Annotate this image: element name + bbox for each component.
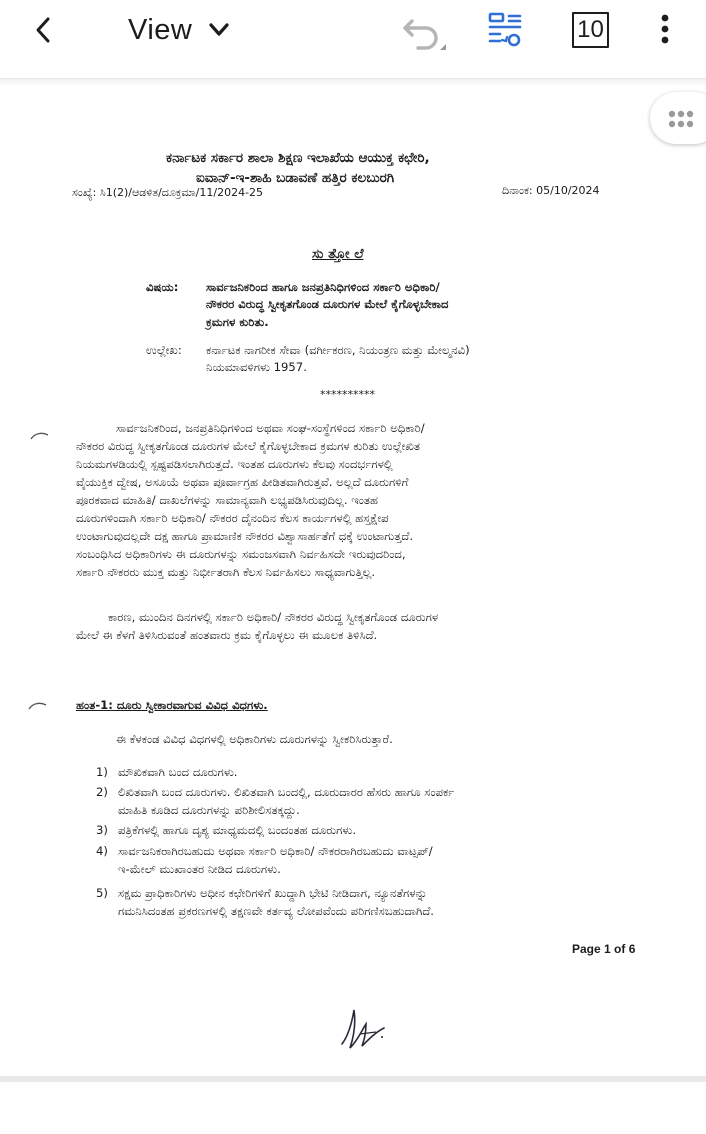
step1-intro: ಈ ಕೆಳಕಂಡ ವಿವಿಧ ವಿಧಗಳಲ್ಲಿ ಅಧಿಕಾರಿಗಳು ದೂರುಗಳನ್ನು ಸ್ವೀಕರಿಸಿರುತ್ತಾರೆ.: [116, 732, 393, 746]
subject-line: ಸಾರ್ವಜನಿಕರಿಂದ ಹಾಗೂ ಜನಪ್ರತಿನಿಧಿಗಳಿಂದ ಸರ್ಕಾರಿ ಅಧಿಕಾರಿ/: [206, 280, 440, 294]
paragraph-line: ಕಾರಣ, ಮುಂದಿನ ದಿನಗಳಲ್ಲಿ ಸರ್ಕಾರಿ ಅಧಿಕಾರಿ/ ನೌಕರರ ವಿರುದ್ಧ ಸ್ವೀಕೃತಗೊಂಡ ದೂರುಗಳ: [108, 610, 439, 624]
view-mode-label: View: [128, 13, 193, 46]
paragraph-line: ದೂರುಗಳಿಂದಾಗಿ ಸರ್ಕಾರಿ ಅಧಿಕಾರಿ/ ನೌಕರರ ದೈನಂದಿನ ಕೆಲಸ ಕಾರ್ಯಗಳಲ್ಲಿ ಹಸ್ತಕ್ಷೇಪ: [76, 511, 389, 525]
page-footer-current: 1: [604, 942, 611, 956]
reference-line: ನಿಯಮಾವಳಿಗಳು 1957.: [206, 360, 307, 374]
page-footer: [572, 942, 635, 956]
office-header-line2: ಐವಾನ್-ಇ-ಶಾಹಿ ಬಡಾವಣೆ ಹತ್ತಿರ ಕಲಬುರಗಿ: [196, 170, 395, 186]
subject-label: ವಿಷಯ:: [146, 280, 179, 294]
list-number: 4): [96, 844, 108, 858]
paragraph-line: ಉಂಟಾಗುವುದಲ್ಲದೇ ದಕ್ಷ ಹಾಗೂ ಪ್ರಾಮಾಣಿಕ ನೌಕರರ ವಿಶ್ವಾಸಾರ್ಹತೆಗೆ ಧಕ್ಕೆ ಉಂಟಾಗುತ್ತದೆ.: [76, 529, 414, 543]
document-date: ದಿನಾಂಕ: 05/10/2024: [502, 184, 600, 197]
paragraph-line: ಸರ್ಕಾರಿ ನೌಕರರು ಮುಕ್ತ ಮತ್ತು ನಿರ್ಭೀತರಾಗಿ ಕೆಲಸ ನಿರ್ವಹಿಸಲು ಸಾಧ್ಯವಾಗುತ್ತಿಲ್ಲ.: [76, 565, 376, 579]
paragraph-line: ವೈಯುಕ್ತಿಕ ದ್ವೇಷ, ಅಸೂಯೆ ಅಥವಾ ಪೂರ್ವಾಗ್ರಹ ಪೀಡಿತವಾಗಿರುತ್ತವೆ. ಅಲ್ಲದೆ ದೂರುಗಳಿಗೆ: [76, 475, 409, 489]
undo-icon[interactable]: [396, 12, 448, 56]
paragraph-line: ಸಾರ್ವಜನಿಕರಿಂದ, ಜನಪ್ರತಿನಿಧಿಗಳಿಂದ ಅಥವಾ ಸಂಘ-ಸಂಸ್ಥೆಗಳಿಂದ ಸರ್ಕಾರಿ ಅಧಿಕಾರಿ/: [116, 421, 425, 435]
circular-title: ಸು ತ್ತೋ ಲೆ: [312, 246, 364, 262]
next-page-area[interactable]: [0, 1082, 706, 1134]
paragraph-line: ಮೇಲೆ ಈ ಕೆಳಗೆ ತಿಳಿಸಿರುವಂತೆ ಹಂತವಾರು ಕ್ರಮ ಕೈಗೊಳ್ಳಲು ಈ ಮೂಲಕ ತಿಳಿಸಿದೆ.: [76, 628, 378, 642]
subject-line: ನೌಕರರ ವಿರುದ್ಧ ಸ್ವೀಕೃತಗೊಂಡ ದೂರುಗಳ ಮೇಲೆ ಕೈಗೊಳ್ಳಬೇಕಾದ: [206, 297, 449, 311]
list-item: ಸಾರ್ವಜನಿಕರಾಗಿರಬಹುದು ಅಥವಾ ಸರ್ಕಾರಿ ಅಧಿಕಾರಿ/ ನೌಕರರಾಗಿರಬಹುದು ವಾಟ್ಸಪ್/: [118, 844, 433, 858]
step1-heading: ಹಂತ-1: ದೂರು ಸ್ವೀಕಾರವಾಗುವ ವಿವಿಧ ವಿಧಗಳು.: [76, 698, 268, 712]
paragraph-line: ನಿಯಮಗಳಡಿಯಲ್ಲಿ ಸ್ಪಷ್ಟಪಡಿಸಲಾಗಿರುತ್ತದೆ. ಇಂತಹ ದೂರುಗಳು ಕೆಲವು ಸಂದರ್ಭಗಳಲ್ಲಿ: [76, 457, 393, 471]
subject-line: ಕ್ರಮಗಳ ಕುರಿತು.: [206, 315, 269, 329]
reference-label: ಉಲ್ಲೇಖ:: [146, 343, 182, 357]
list-item: ಮಾಹಿತಿ ಕೂಡಿದ ದೂರುಗಳನ್ನು ಪರಿಶೀಲಿಸತಕ್ಕದ್ದು.: [118, 803, 300, 817]
paragraph-line: ನೌಕರರ ವಿರುದ್ಧ ಸ್ವೀಕೃತಗೊಂಡ ದೂರುಗಳ ಮೇಲೆ ಕೈಗೊಳ್ಳಬೇಕಾದ ಕ್ರಮಗಳ ಕುರಿತು ಉಲ್ಲೇಖಿತ: [76, 439, 421, 453]
list-item: ಲಿಖಿತವಾಗಿ ಬಂದ ದೂರುಗಳು. ಲಿಖಿತವಾಗಿ ಬಂದಲ್ಲಿ, ದೂರುದಾರರ ಹೆಸರು ಹಾಗೂ ಸಂಪರ್ಕ: [118, 785, 455, 799]
signature: [336, 1006, 392, 1056]
page-footer-total: 6: [628, 942, 636, 956]
reference-line: ಕರ್ನಾಟಕ ನಾಗರೀಕ ಸೇವಾ (ವರ್ಗೀಕರಣ, ನಿಯಂತ್ರಣ ಮತ್ತು ಮೇಲ್ಮನವಿ): [206, 343, 470, 357]
paragraph-line: ಪೂರಕವಾದ ಮಾಹಿತಿ/ ದಾಖಲೆಗಳನ್ನು ಸಾಮಾನ್ಯವಾಗಿ ಲಭ್ಯಪಡಿಸಿರುವುದಿಲ್ಲ. ಇಂತಹ: [76, 493, 379, 507]
more-vert-icon[interactable]: [653, 10, 677, 50]
view-mode-dropdown[interactable]: [128, 10, 230, 50]
paragraph-line: ಸಂಬಂಧಿಸಿದ ಅಧಿಕಾರಿಗಳು ಈ ದೂರುಗಳನ್ನು ಸಮಂಜಸವಾಗಿ ನಿರ್ವಹಿಸದೇ ಇರುವುದರಿಂದ,: [76, 547, 406, 561]
list-item: ಇ-ಮೇಲ್ ಮುಖಾಂತರ ನೀಡಿದ ದೂರುಗಳು.: [118, 862, 281, 876]
scan-mark: [28, 696, 48, 715]
separator: **********: [320, 388, 375, 401]
top-toolbar: [0, 0, 706, 79]
grid-dots-icon: [668, 110, 698, 132]
floating-tools-button[interactable]: [650, 92, 706, 144]
page-footer-prefix: Page: [572, 942, 605, 956]
reflow-icon[interactable]: [487, 12, 523, 48]
reference-number: ಸಂಖ್ಯೆ: ಸಿ1(2)/ಆಡಳಿತ/ದೂಕ್ರಮಾ/11/2024-25: [72, 186, 264, 199]
office-header-line1: ಕರ್ನಾಟಕ ಸರ್ಕಾರ ಶಾಲಾ ಶಿಕ್ಷಣ ಇಲಾಖೆಯ ಆಯುಕ್ತ ಕಛೇರಿ,: [166, 150, 430, 166]
scan-mark: [30, 426, 50, 445]
chevron-down-icon: [208, 22, 230, 38]
page-count-button[interactable]: 10: [572, 12, 609, 48]
list-item: ಮೌಖಿಕವಾಗಿ ಬಂದ ದೂರುಗಳು.: [118, 765, 238, 779]
list-item: ಗಮನಿಸಿದಂತಹ ಪ್ರಕರಣಗಳಲ್ಲಿ ತಕ್ಷಣವೇ ಕರ್ತವ್ಯ ಲೋಪವೆಂದು ಪರಿಗಣಿಸಬಹುದಾಗಿದೆ.: [118, 904, 434, 918]
list-item: ಸಕ್ಷಮ ಪ್ರಾಧಿಕಾರಿಗಳು ಅಧೀನ ಕಛೇರಿಗಳಿಗೆ ಖುದ್ದಾಗಿ ಭೇಟಿ ನೀಡಿದಾಗ, ನ್ಯೂನತೆಗಳನ್ನು: [118, 886, 428, 900]
list-number: 3): [96, 823, 108, 837]
page-footer-of: of: [610, 942, 629, 956]
list-number: 2): [96, 785, 108, 799]
back-arrow-icon[interactable]: [26, 10, 66, 50]
list-number: 1): [96, 765, 108, 779]
list-item: ಪತ್ರಿಕೆಗಳಲ್ಲಿ ಹಾಗೂ ದೃಶ್ಯ ಮಾಧ್ಯಮದಲ್ಲಿ ಬಂದಂತಹ ದೂರುಗಳು.: [118, 823, 357, 837]
list-number: 5): [96, 886, 108, 900]
document-page[interactable]: [0, 86, 706, 1076]
